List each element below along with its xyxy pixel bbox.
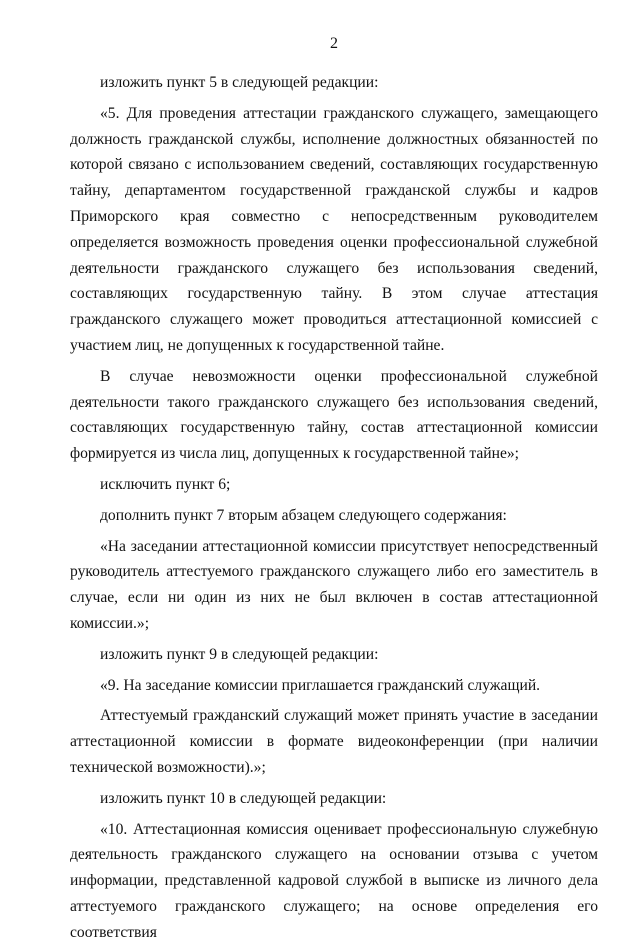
paragraph-item9-second: Аттестуемый гражданский служащий может принять участие в заседании аттестационной комиссии в формате видеоконференции (при наличии технической возможности).»; <box>70 707 598 776</box>
paragraph-item10-text: «10. Аттестационная комиссия оценивает профессиональную служебную деятельность гражданского служащего на основании отзыва с учетом информации, представленной кадровой службой в выписке из личного дела аттестуемого гражданского служащего; на основе определения его соответствия <box>70 820 598 941</box>
paragraph-item5-second: В случае невозможности оценки профессиональной служебной деятельности такого гражданского служащего без использования сведений, составляющих государственную тайну, состав аттестационной комиссии формируется из числа лиц, допущенных к государственной тайне»; <box>70 367 598 463</box>
paragraph-exclude-item6: исключить пункт 6; <box>100 475 231 493</box>
paragraph-item7-intro: дополнить пункт 7 вторым абзацем следующего содержания: <box>100 506 507 524</box>
page-number: 2 <box>330 35 338 52</box>
paragraph-item9-text: «9. На заседание комиссии приглашается гражданский служащий. <box>100 676 541 694</box>
document-page <box>70 0 598 941</box>
paragraph-item9-intro: изложить пункт 9 в следующей редакции: <box>100 645 379 663</box>
document-body <box>70 70 598 951</box>
paragraph-item7-text: «На заседании аттестационной комиссии присутствует непосредственный руководитель аттестуемого гражданского служащего либо его заместитель в случае, если ни один из них не был включен в состав аттестационной комиссии.»; <box>70 537 598 632</box>
paragraph-item10-intro: изложить пункт 10 в следующей редакции: <box>100 789 387 807</box>
paragraph-item5-text: «5. Для проведения аттестации гражданского служащего, замещающего должность гражданской службы, исполнение должностных обязанностей по которой связано с использованием сведений, составляющих государственную тайну, департаментом государственной гражданской службы и кадров Приморского края совместно с непосредственным руководителем определяется возможность проведения оценки профессиональной служебной деятельности гражданского служащего без использования сведений, составляющих государственную тайну. В этом случае аттестация гражданского служащего может проводиться аттестационной комиссией с участием лиц, не допущенных к государственной тайне. <box>70 104 598 354</box>
paragraph-item5-intro: изложить пункт 5 в следующей редакции: <box>100 74 379 91</box>
